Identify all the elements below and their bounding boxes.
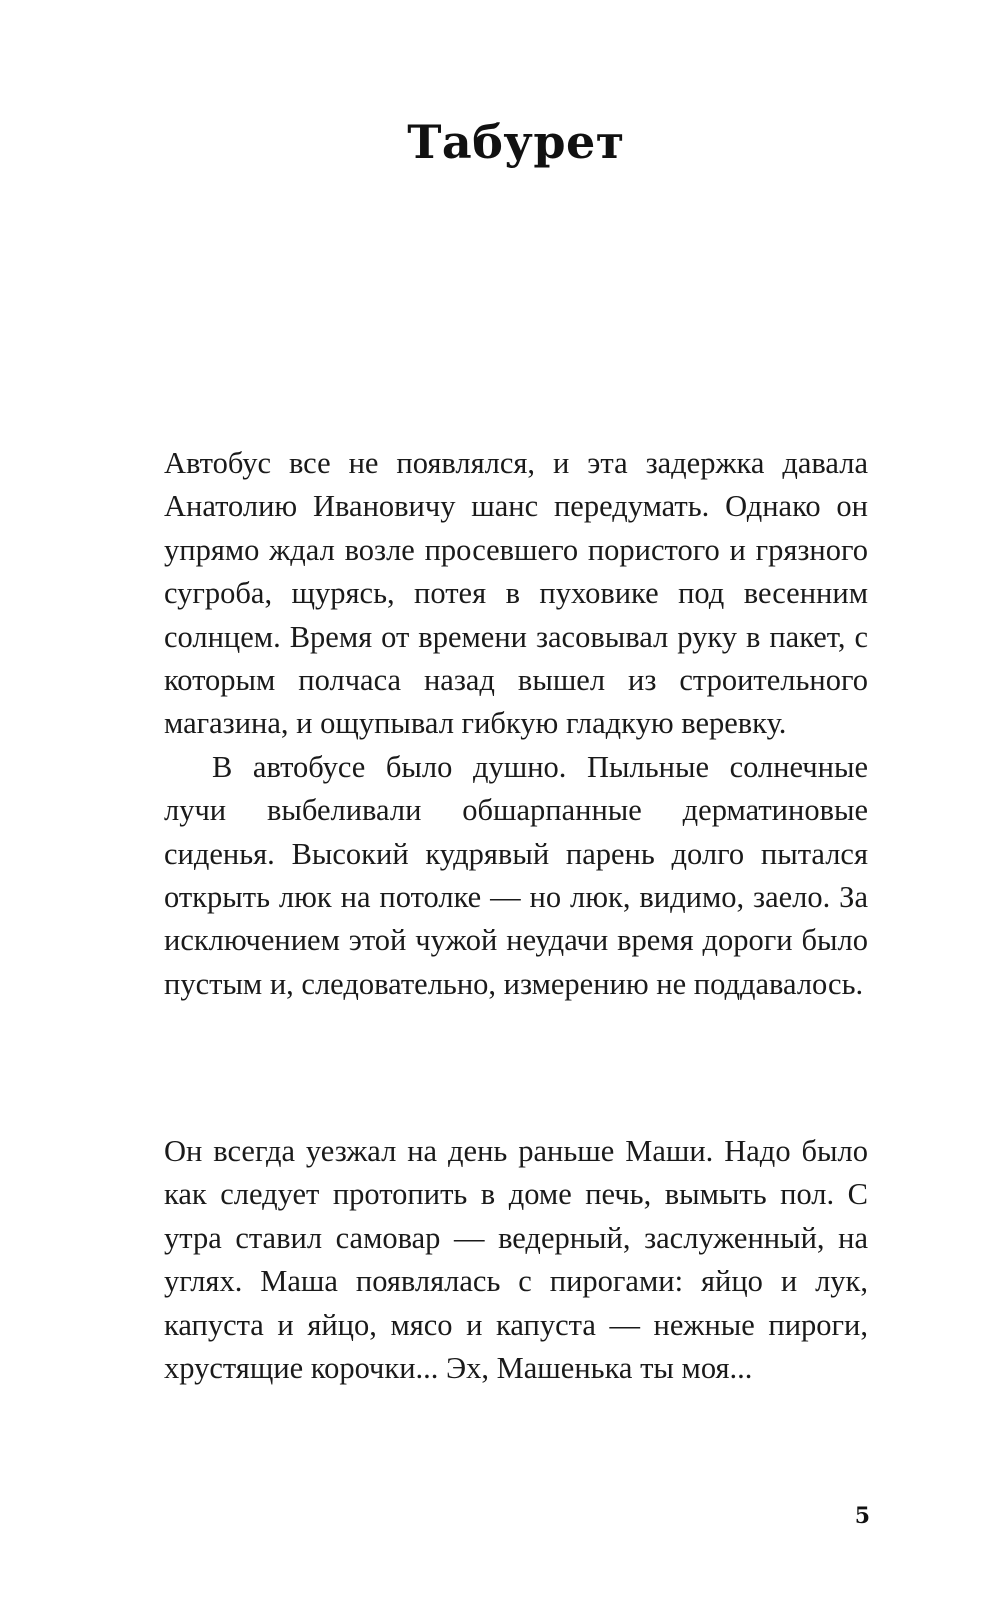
chapter-title: Табурет <box>407 115 625 169</box>
paragraph: Автобус все не появлялся, и эта задержка давала Анатолию Ивановичу шанс передумать. Однако он упрямо ждал возле просевшего пористого и грязного сугроба, щурясь, потея в пуховике под весенним солнцем. Время от времени засовывал руку в пакет, с которым полчаса назад вышел из строительного магазина, и ощупывал гибкую гладкую веревку. <box>164 446 868 741</box>
page-number: 5 <box>854 1503 870 1529</box>
paragraph: Он всегда уезжал на день раньше Маши. Надо было как следует протопить в доме печь, вымыть пол. С утра ставил самовар — ведерный, заслуженный, на углях. Маша появлялась с пирогами: яйцо и лук, капуста и яйцо, мясо и капуста — нежные пироги, хрустящие корочки... Эх, Машенька ты моя... <box>164 1134 868 1386</box>
text-section-2 <box>164 1130 868 1390</box>
text-section-1 <box>164 442 868 1006</box>
paragraph: В автобусе было душно. Пыльные солнечные лучи выбеливали обшарпанные дерматиновые сиденья. Высокий кудрявый парень долго пытался открыть люк на потолке — но люк, видимо, заело. За исключением этой чужой неудачи время дороги было пустым и, следовательно, измерению не поддавалось. <box>164 749 868 1001</box>
